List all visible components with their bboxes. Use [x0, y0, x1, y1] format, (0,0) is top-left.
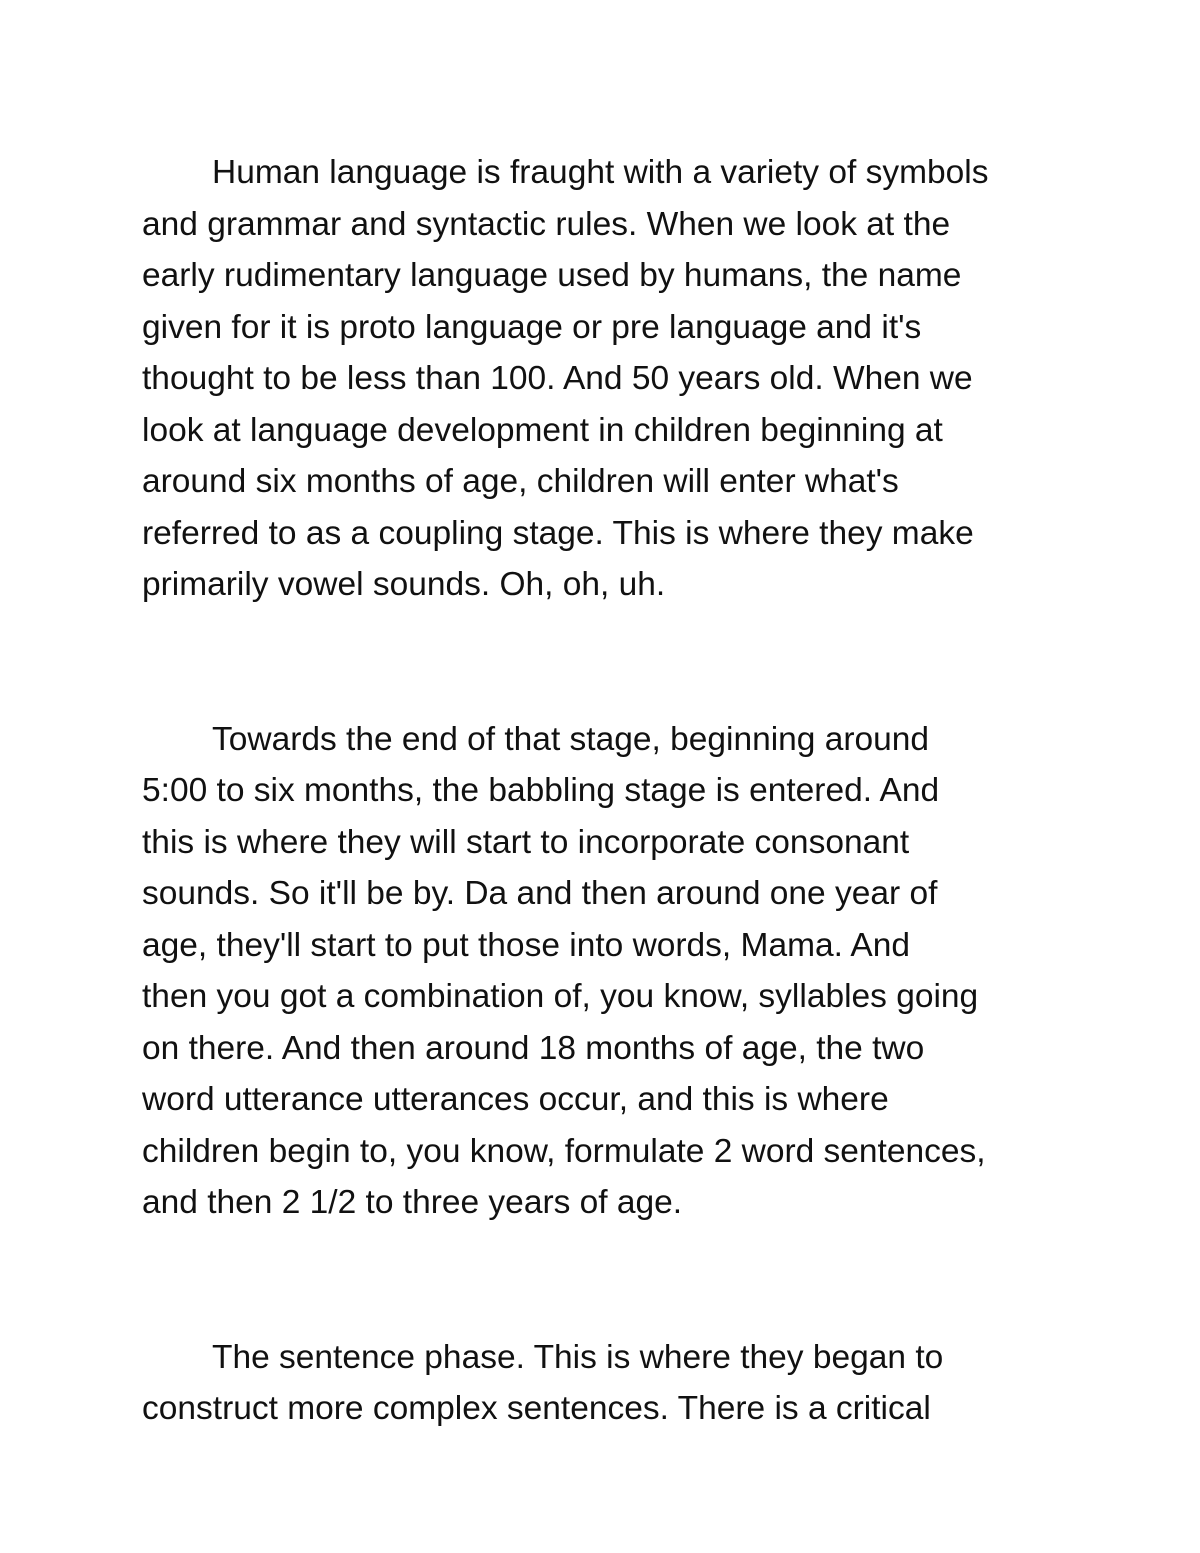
- text-line: around six months of age, children will enter what's: [142, 463, 899, 500]
- text-line: this is where they will start to incorporate consonant: [142, 823, 910, 861]
- document-body: [142, 147, 1060, 1435]
- text-line: on there. And then around 18 months of age, the two: [142, 1029, 925, 1067]
- text-line: given for it is proto language or pre language and it's: [142, 308, 922, 346]
- text-line: primarily vowel sounds. Oh, oh, uh.: [142, 566, 666, 603]
- text-line: then you got a combination of, you know, syllables going: [142, 978, 979, 1015]
- text-line: early rudimentary language used by humans, the name: [142, 257, 962, 294]
- text-line: look at language development in children beginning at: [142, 411, 943, 449]
- text-line: referred to as a coupling stage. This is where they make: [142, 514, 974, 552]
- text-line: 5:00 to six months, the babbling stage is entered. And: [142, 772, 940, 809]
- text-line: children begin to, you know, formulate 2 word sentences,: [142, 1132, 986, 1170]
- paragraph-1: [142, 147, 1060, 611]
- paragraph-2: [142, 714, 1060, 1229]
- text-line: and grammar and syntactic rules. When we look at the: [142, 205, 951, 243]
- text-line: and then 2 1/2 to three years of age.: [142, 1184, 683, 1221]
- text-line: construct more complex sentences. There is a critical: [142, 1390, 931, 1427]
- text-line: The sentence phase. This is where they began to: [212, 1338, 944, 1376]
- text-line: sounds. So it'll be by. Da and then around one year of: [142, 875, 938, 912]
- paragraph-3: [142, 1332, 1060, 1435]
- text-line: word utterance utterances occur, and this is where: [142, 1081, 889, 1118]
- text-line: age, they'll start to put those into words, Mama. And: [142, 926, 910, 964]
- text-line: Human language is fraught with a variety of symbols: [212, 154, 989, 191]
- text-line: thought to be less than 100. And 50 years old. When we: [142, 360, 973, 397]
- text-line: Towards the end of that stage, beginning around: [212, 720, 930, 758]
